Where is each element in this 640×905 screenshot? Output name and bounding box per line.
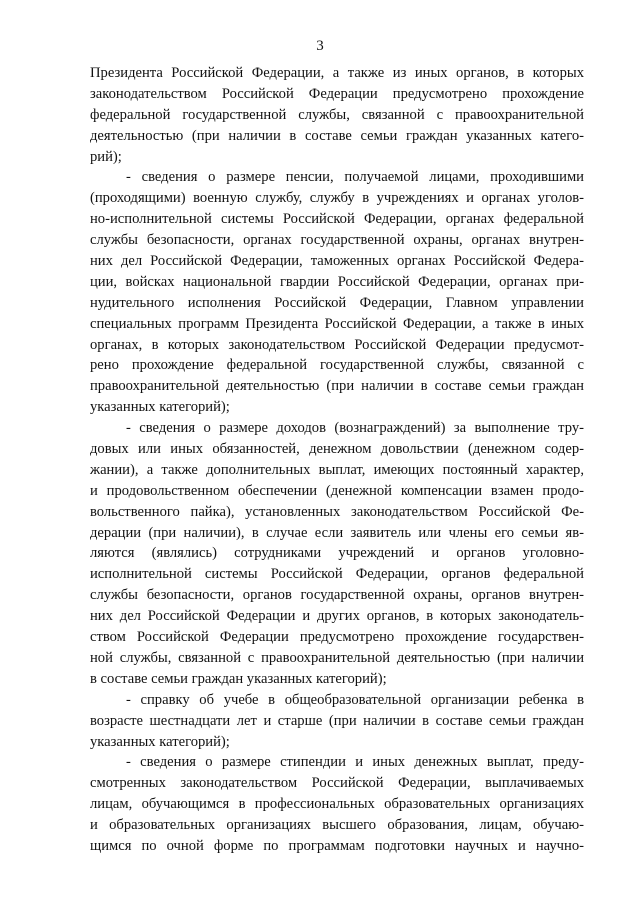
text-line: деятельностью (при наличии в составе семьи граждан указанных катего-	[90, 127, 584, 144]
text-line: вольственного пайка), установленных законодательством Российской Фе-	[90, 503, 584, 520]
text-line: - сведения о размере доходов (вознаграждений) за выполнение тру-	[126, 420, 584, 437]
paragraph	[90, 752, 584, 856]
text-line: органах, в которых законодательством Российской Федерации предусмот-	[90, 336, 584, 353]
text-line: них дел Российской Федерации и других органов, в которых законодатель-	[90, 608, 584, 625]
document-body	[90, 63, 584, 857]
text-line: лицам, обучающимся в профессиональных образовательных организациях	[90, 796, 584, 813]
text-line: нудительного исполнения Российской Федерации, Главном управлении	[90, 294, 584, 311]
text-line: довых или иных обязанностей, денежном довольствии (денежном содер-	[90, 441, 584, 458]
text-line: ной службы, связанной с правоохранительной деятельностью (при наличии	[90, 649, 584, 666]
text-line: ляются (являлись) сотрудниками учреждений и органов уголовно-	[90, 545, 584, 562]
text-line: (проходящими) военную службу, службу в учреждениях и органах уголов-	[90, 190, 584, 207]
text-line: федеральной государственной службы, связанной с правоохранительной	[90, 106, 584, 123]
text-line: - сведения о размере стипендии и иных денежных выплат, преду-	[126, 754, 584, 771]
text-line: рено прохождение федеральной государственной службы, связанной с	[90, 357, 584, 374]
text-line: и продовольственном обеспечении (денежной компенсации взамен продо-	[90, 482, 584, 499]
text-line: - сведения о размере пенсии, получаемой лицами, проходившими	[126, 169, 584, 186]
text-line: щимся по очной форме по программам подготовки научных и научно-	[90, 837, 584, 854]
text-line: и образовательных организациях высшего образования, лицам, обучаю-	[90, 817, 584, 834]
page-number: 3	[316, 38, 324, 54]
text-line: в составе семьи граждан указанных категорий);	[90, 670, 387, 687]
text-line: ции, войсках национальной гвардии Российской Федерации, органах при-	[90, 273, 584, 290]
paragraph	[90, 63, 584, 167]
text-line: - справку об учебе в общеобразовательной организации ребенка в	[126, 691, 584, 708]
text-line: исполнительной системы Российской Федерации, органов федеральной	[90, 566, 584, 583]
text-line: Президента Российской Федерации, а также из иных органов, в которых	[90, 65, 584, 81]
text-line: правоохранительной деятельностью (при наличии в составе семьи граждан	[90, 378, 584, 395]
paragraph	[90, 167, 584, 418]
text-line: смотренных законодательством Российской Федерации, выплачиваемых	[90, 775, 584, 792]
text-line: но-исполнительной системы Российской Федерации, органах федеральной	[90, 211, 584, 228]
text-line: службы безопасности, органах государственной охраны, органах внутрен-	[90, 232, 584, 249]
text-line: ством Российской Федерации предусмотрено прохождение государствен-	[90, 629, 584, 646]
text-line: них дел Российской Федерации, таможенных органах Российской Федера-	[90, 253, 584, 270]
text-line: законодательством Российской Федерации предусмотрено прохождение	[90, 85, 584, 102]
text-line: службы безопасности, органов государственной охраны, органов внутрен-	[90, 587, 584, 604]
text-line: указанных категорий);	[90, 733, 230, 750]
text-line: рий);	[90, 148, 122, 165]
text-line: специальных программ Президента Российской Федерации, а также в иных	[90, 315, 584, 332]
text-line: возрасте шестнадцати лет и старше (при наличии в составе семьи граждан	[90, 712, 584, 729]
paragraph	[90, 418, 584, 690]
paragraph	[90, 690, 584, 753]
text-line: жании), а также дополнительных выплат, имеющих постоянный характер,	[90, 461, 584, 478]
text-line: указанных категорий);	[90, 399, 230, 416]
text-line: дерации (при наличии), в случае если заявитель или члены его семьи яв-	[90, 524, 584, 541]
